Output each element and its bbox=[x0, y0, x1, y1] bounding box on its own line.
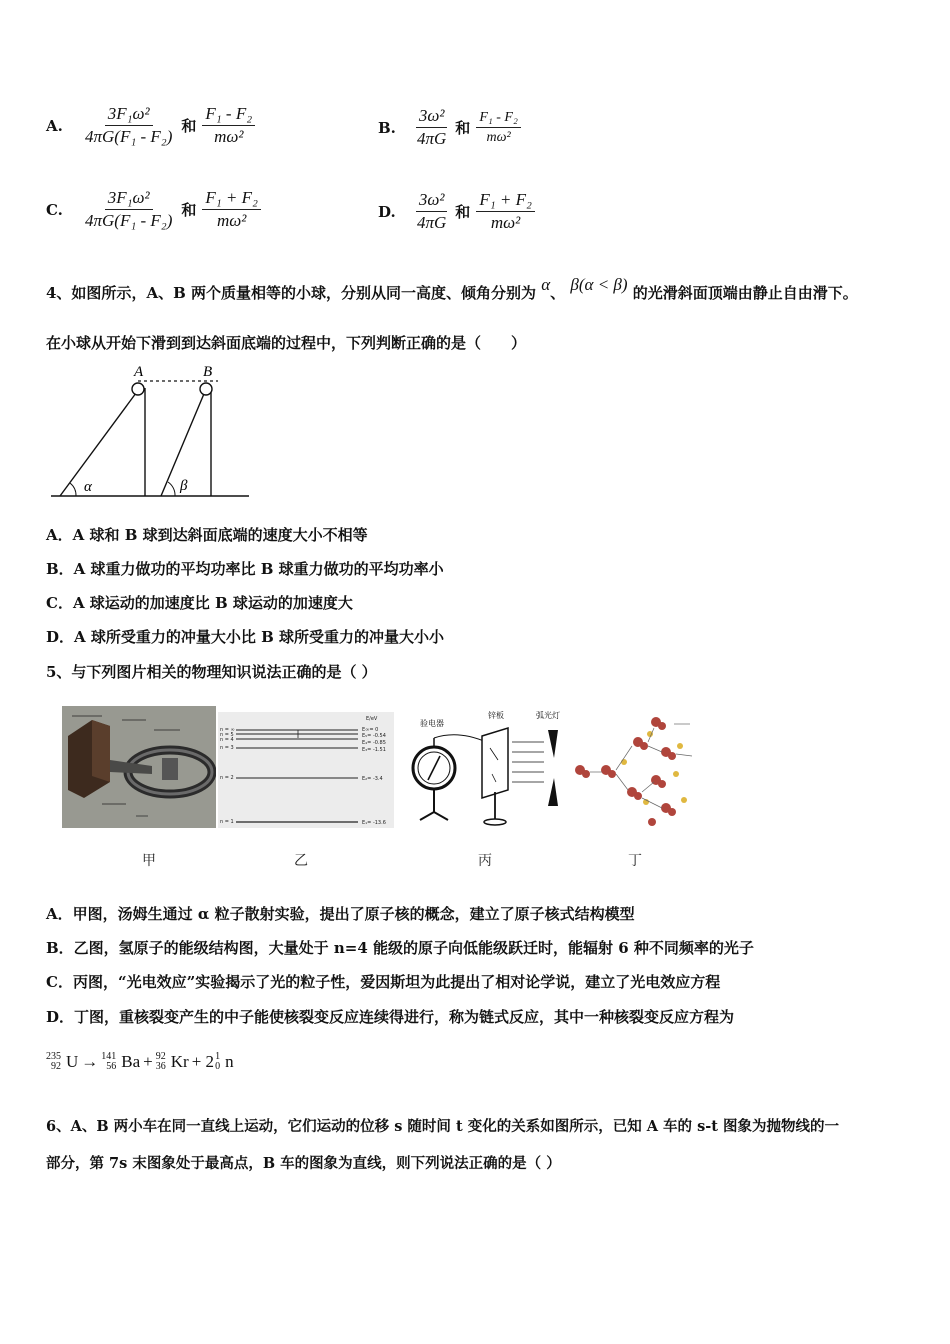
caption-ding: 丁 bbox=[628, 853, 642, 869]
fission-equation: 235 92 U → 141 56 Ba + 92 36 Kr + 2 1 0 n bbox=[46, 1051, 234, 1072]
q3-option-b[interactable]: B. $\frac{\text{3ω²}}{4\pi G}$ 和 $\frac{\text{F₁ - F₂}}{\text{mω²}}$ bbox=[378, 106, 521, 149]
option-label: A. bbox=[46, 116, 63, 135]
level-unit: E/eV bbox=[366, 716, 378, 722]
q4-option-d[interactable]: D．A 球所受重力的冲量大小比 B 球所受重力的冲量大小小 bbox=[46, 628, 444, 646]
level-e: E₁= -13.6 bbox=[362, 820, 386, 826]
ball-b bbox=[200, 383, 212, 395]
q4-option-c[interactable]: C．A 球运动的加速度比 B 球运动的加速度大 bbox=[46, 594, 353, 612]
level-e: E₅= -0.54 bbox=[362, 733, 386, 739]
fraction-second: $\frac{\text{F₁ + F₂}}{\text{mω²}}$ bbox=[476, 190, 535, 233]
level-e: E₃= -1.51 bbox=[362, 747, 386, 753]
caption-jia: 甲 bbox=[142, 853, 156, 869]
q4-option-a[interactable]: A．A 球和 B 球到达斜面底端的速度大小不相等 bbox=[46, 526, 368, 544]
fraction-density: $\frac{\text{3ω²}}{4\pi G}$ bbox=[417, 106, 447, 148]
q4-stem-line2: 在小球从开始下滑到到达斜面底端的过程中，下列判断正确的是（ ） bbox=[46, 334, 527, 352]
label-b: B bbox=[203, 364, 213, 380]
q5-option-d[interactable]: D．丁图，重核裂变产生的中子能使核裂变反应连续得进行，称为链式反应，其中一种核裂变反应方程为 bbox=[46, 1008, 735, 1026]
q3-option-d[interactable]: D. $\frac{\text{3ω²}}{4\pi G}$ 和 $\frac{\text{F₁ + F₂}}{\text{mω²}}$ bbox=[378, 190, 535, 233]
fraction-second: $\frac{\text{F₁ - F₂}}{\text{mω²}}$ bbox=[476, 109, 521, 146]
q4-option-b[interactable]: B．A 球重力做功的平均功率比 B 球重力做功的平均功率小 bbox=[46, 560, 444, 578]
label-arc-lamp: 弧光灯 bbox=[536, 711, 560, 720]
level-e: E₂= -3.4 bbox=[362, 776, 383, 782]
level-n: n = ∞ bbox=[220, 727, 235, 733]
q5-figure-yi bbox=[218, 712, 394, 828]
label-zinc-plate: 锌板 bbox=[488, 711, 504, 720]
q3-option-c[interactable]: C. $\frac{\text{3F₁ω²}}{\text{4πG(F₁ - F₂)}}$ 和 $\frac{\text{F₁ + F₂}}{\text{mω²}}$ bbox=[46, 188, 261, 231]
level-e: E₄= -0.85 bbox=[362, 740, 386, 746]
q3-option-a[interactable]: A. $\frac{\text{3F₁ω²}}{\text{4πG(F₁ - F₂)}}$ 和 $\frac{\text{F₁ - F₂}}{\text{mω²}}$ bbox=[46, 104, 255, 147]
label-a: A bbox=[134, 364, 144, 380]
label-alpha: α bbox=[84, 479, 92, 495]
caption-yi: 乙 bbox=[294, 853, 308, 869]
q6-stem-line1: 6、A、B 两小车在同一直线上运动，它们运动的位移 s 随时间 t 变化的关系如图所示，已知 A 车的 s-t 图象为抛物线的一 bbox=[46, 1118, 840, 1135]
q5-stem: 5、与下列图片相关的物理知识说法正确的是（ ） bbox=[46, 663, 377, 681]
q4-incline-figure bbox=[46, 362, 256, 504]
fraction-second: $\frac{\text{F₁ + F₂}}{\text{mω²}}$ bbox=[202, 188, 261, 231]
ball-a bbox=[132, 383, 144, 395]
option-label: D. bbox=[378, 202, 396, 221]
q5-figure-ding bbox=[572, 712, 698, 830]
option-label: B. bbox=[378, 118, 396, 137]
level-n: n = 1 bbox=[220, 819, 234, 825]
q5-option-c[interactable]: C．丙图，“光电效应”实验揭示了光的粒子性，爱因斯坦为此提出了相对论学说，建立了光电效应方程 bbox=[46, 973, 721, 991]
q5-figure-bing bbox=[408, 708, 576, 830]
fraction-density: $\frac{\text{3ω²}}{4\pi G}$ bbox=[417, 190, 447, 232]
fraction-second: $\frac{\text{F₁ - F₂}}{\text{mω²}}$ bbox=[202, 104, 255, 147]
label-beta: β bbox=[180, 478, 188, 494]
caption-bing: 丙 bbox=[478, 853, 492, 869]
q5-figure-jia bbox=[62, 706, 216, 828]
q5-option-b[interactable]: B．乙图，氢原子的能级结构图，大量处于 n=4 能级的原子向低能级跃迁时，能辐射 6 种不同频率的光子 bbox=[46, 939, 754, 957]
fraction-density: $\frac{\text{3F₁ω²}}{\text{4πG(F₁ - F₂)}}$ bbox=[85, 188, 173, 230]
q6-stem-line2: 部分，第 7s 末图象处于最高点，B 车的图象为直线，则下列说法正确的是（ ） bbox=[46, 1155, 561, 1172]
fraction-density: $\frac{\text{3F₁ω²}}{\text{4πG(F₁ - F₂)}}$ bbox=[85, 104, 173, 146]
level-n: n = 2 bbox=[220, 775, 234, 781]
level-n: n = 5 bbox=[220, 732, 234, 738]
q5-option-a[interactable]: A．甲图，汤姆生通过 α 粒子散射实验，提出了原子核的概念，建立了原子核式结构模型 bbox=[46, 905, 635, 923]
level-n: n = 3 bbox=[220, 745, 234, 751]
level-n: n = 4 bbox=[220, 737, 234, 743]
label-electroscope: 验电器 bbox=[420, 719, 444, 728]
option-label: C. bbox=[46, 200, 63, 219]
level-e: E∞= 0 bbox=[362, 727, 379, 733]
q4-stem-line1: 4、如图所示，A、B 两个质量相等的小球，分别从同一高度、倾角分别为 α、 β(α < β) 的光滑斜面顶端由静止自由滑下。 bbox=[46, 275, 858, 302]
